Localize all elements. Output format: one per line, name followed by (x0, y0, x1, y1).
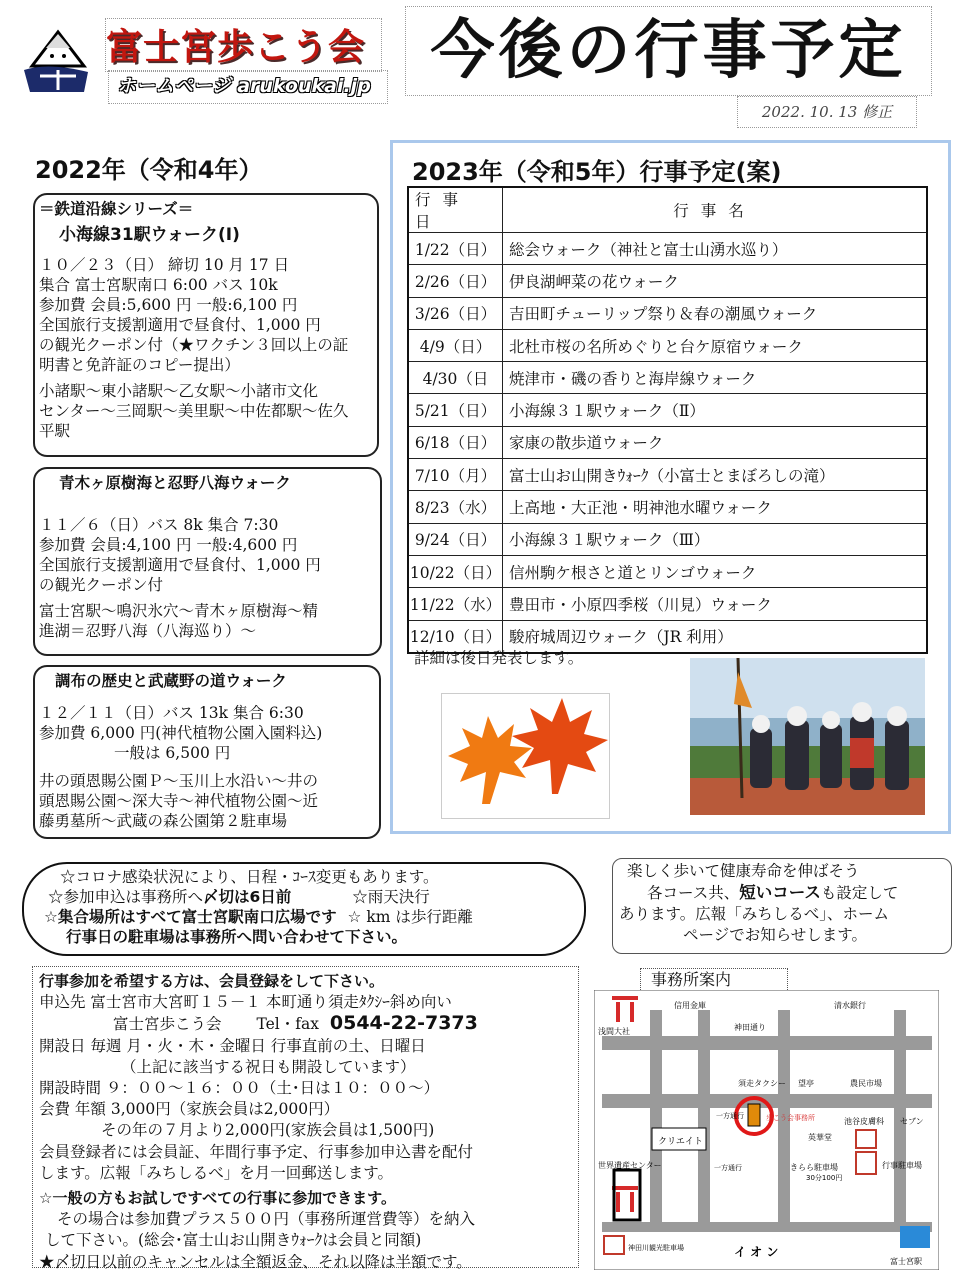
map-label-kirara-fee: 30分100円 (806, 1174, 843, 1182)
event-1-note: 明書と免許証のコピー提出） (39, 356, 240, 374)
map-label-taxi: 須走タクシー (738, 1079, 786, 1088)
event-date: 2/26（日） (408, 265, 503, 297)
map-label-seven: セブン (900, 1117, 924, 1126)
event-date: 8/23（水） (408, 491, 503, 523)
event-2-note: 全国旅行支援割適用で昼食付、1,000 円 (39, 556, 321, 574)
column-header-name: 行事名 (503, 187, 928, 233)
notice-parking: 行事日の駐車場は事務所へ問い合わせて下さい。 (66, 928, 408, 946)
column-header-date: 行事日 (408, 187, 503, 233)
event-2-date: １１／６（日）バス 8k 集合 7:30 (39, 516, 279, 534)
event-date: 7/10（月） (408, 459, 503, 491)
map-label-kirara: きらら駐車場 (790, 1163, 838, 1172)
logo-mark (18, 26, 98, 96)
notice-deadline: 〆切は6日前 (203, 888, 292, 906)
event-1-fee: 参加費 会員:5,600 円 一般:6,100 円 (39, 296, 298, 314)
table-row (408, 588, 927, 620)
table-row (408, 297, 927, 329)
event-name: 伊良湖岬菜の花ウォーク (503, 265, 928, 297)
event-1-note: の観光クーポン付（★ワクチン３回以上の証 (39, 336, 349, 354)
event-2-title: 青木ヶ原樹海と忍野八海ウォーク (59, 474, 291, 492)
table-row (408, 394, 927, 426)
membership-box (32, 966, 579, 1271)
event-name: 駿府城周辺ウォーク（JR 利用） (503, 620, 928, 653)
map-label-aeon: イ オ ン (734, 1245, 779, 1259)
maple-leaves-image (441, 693, 610, 819)
map-label-boutei: 望亭 (798, 1079, 814, 1088)
membership-days: 開設日 毎週 月・火・木・金曜日 行事直前の土、日曜日 (39, 1036, 426, 1055)
event-name: 豊田市・小原四季桜（川見）ウォーク (503, 588, 928, 620)
notice-line: ☆コロナ感染状況により、日程・ｺｰｽ変更もあります。 (60, 868, 439, 886)
event-date: 12/10（日） (408, 620, 503, 653)
event-name: 上高地・大正池・明神池水曜ウォーク (503, 491, 928, 523)
membership-hours: 開設時間 ９：００～１６：００（土･日は１０：００～） (39, 1079, 440, 1098)
event-name: 小海線３１駅ウォーク（Ⅲ） (503, 523, 928, 555)
table-row (408, 362, 927, 394)
map-label-shinyo: 信用金庫 (674, 1001, 706, 1010)
notice-apply: ☆参加申込は事務所へ (48, 888, 204, 906)
revision-date: 2022. 10. 13 修正 (737, 96, 917, 128)
event-name: 焼津市・磯の香りと海岸線ウォーク (503, 362, 928, 394)
event-1-route: センター～三岡駅～美里駅～中佐都駅～佐久 (39, 402, 349, 420)
map-label-event-parking: 行事駐車場 (882, 1161, 922, 1170)
membership-benefits: します。広報「みちしるべ」を月一回郵送します。 (39, 1163, 394, 1182)
table-row (408, 265, 927, 297)
event-1-route: 小諸駅～東小諸駅～乙女駅～小諸市文化 (39, 382, 319, 400)
event-card-2 (33, 467, 382, 656)
map-label-kanda: 神田通り (734, 1023, 766, 1032)
table-row (408, 233, 927, 265)
year-2022-heading: 2022年（令和4年） (35, 156, 263, 184)
event-date: 3/26（日） (408, 297, 503, 329)
map-label-heritage-center: 世界遺産センター (598, 1161, 662, 1170)
fuji-logo-icon (18, 26, 98, 96)
phone-number[interactable]: 0544-22-7373 (329, 1012, 478, 1035)
trial-text: その場合は参加費プラス５００円（事務所運営費等）を納入 (57, 1210, 476, 1229)
health-line: 各コース共、 (647, 884, 740, 902)
notice-oval (22, 862, 586, 956)
event-1-meet: 集合 富士宮駅南口 6:00 バス 10k (39, 276, 278, 294)
event-1-route: 平駅 (39, 422, 71, 440)
event-card-3 (33, 665, 381, 839)
office-map (594, 990, 939, 1270)
map-label-kanda-parking: 神田川観光駐車場 (628, 1244, 684, 1252)
health-line: も設定して (820, 884, 899, 902)
cancel-policy: ★〆切日以前のキャンセルは全額返金、それ以降は半額です。 (39, 1252, 472, 1271)
event-3-route: 頭恩賜公園～深大寺～神代植物公園～近 (39, 792, 319, 810)
membership-days: （上記に該当する祝日も開設しています） (121, 1057, 416, 1076)
org-name: 富士宮歩こう会 (105, 18, 382, 72)
event-name: 総会ウォーク（神社と富士山湧水巡り） (503, 233, 928, 265)
event-3-date: １２／１１（日）バス 13k 集合 6:30 (39, 704, 304, 722)
table-row (408, 329, 927, 361)
event-date: 4/30（日 (408, 362, 503, 394)
event-3-route: 井の頭恩賜公園Ｐ～玉川上水沿い～井の (39, 772, 319, 790)
trial-heading: ☆一般の方もお試しですべての行事に参加できます。 (39, 1189, 396, 1208)
event-name: 家康の散歩道ウォーク (503, 426, 928, 458)
event-date: 4/9（日） (408, 329, 503, 361)
membership-apply: 申込先 富士宮市大宮町１５－１ 本町通り須走ﾀｸｼｰ斜め向い (39, 993, 452, 1012)
membership-benefits: 会員登録者には会員証、年間行事予定、行事参加申込書を配付 (39, 1142, 474, 1161)
event-3-route: 藤勇墓所～武蔵の森公園第２駐車場 (39, 812, 288, 830)
event-date: 11/22（水） (408, 588, 503, 620)
event-1-date: １０／２３（日） 締切 10 月 17 日 (39, 256, 290, 274)
station-icon (900, 1226, 930, 1248)
notice-rain: ☆雨天決行 (352, 888, 430, 906)
event-1-title: 小海線31駅ウォーク(Ⅰ) (59, 225, 240, 245)
event-name: 北杜市桜の名所めぐりと台ケ原宿ウォーク (503, 329, 928, 361)
event-name: 富士山お山開きｳｫｰｸ（小富士とまぼろしの滝） (503, 459, 928, 491)
trial-text: して下さい。(総会･富士山お山開きｳｫｰｸは会員と同額) (45, 1231, 422, 1250)
membership-office: 富士宮歩こう会 (113, 1015, 222, 1034)
map-label-create: クリエイト (658, 1137, 703, 1147)
event-3-fee: 参加費 6,000 円(神代植物公園入園料込) (39, 724, 323, 742)
notice-meeting-place: ☆集合場所はすべて富士宮駅南口広場です (44, 908, 337, 926)
series-label: ＝鉄道沿線シリーズ＝ (39, 200, 194, 218)
event-date: 10/22（日） (408, 555, 503, 587)
event-date: 6/18（日） (408, 426, 503, 458)
map-label-shimizu: 清水銀行 (834, 1001, 866, 1010)
table-row (408, 555, 927, 587)
map-label-station: 富士宮駅 (890, 1257, 922, 1266)
membership-fee: 会費 年額 3,000円（家族会員は2,000円） (39, 1100, 340, 1119)
hiking-group-photo (690, 658, 925, 815)
event-2-fee: 参加費 会員:4,100 円 一般:4,600 円 (39, 536, 298, 554)
health-line: 楽しく歩いて健康寿命を伸ばそう (627, 862, 860, 880)
schedule-footnote: 詳細は後日発表します。 (414, 649, 584, 667)
map-label-asama: 浅間大社 (598, 1027, 630, 1036)
table-row (408, 459, 927, 491)
schedule-table (407, 186, 928, 654)
office-map-title: 事務所案内 (640, 968, 788, 992)
notice-km: ☆ km は歩行距離 (347, 908, 473, 926)
event-1-note: 全国旅行支援割適用で昼食付、1,000 円 (39, 316, 321, 334)
membership-heading: 行事参加を希望する方は、会員登録をして下さい。 (39, 972, 385, 990)
health-line: あります。広報「みちしるべ」、ホーム (619, 905, 890, 923)
map-label-market: 農民市場 (850, 1079, 882, 1088)
event-date: 9/24（日） (408, 523, 503, 555)
year-2023-heading: 2023年（令和5年）行事予定(案) (412, 158, 782, 186)
short-course-label: 短いコース (739, 883, 821, 902)
event-3-fee-general: 一般は 6,500 円 (114, 744, 231, 762)
map-label-office: 歩こう会事務所 (766, 1114, 815, 1122)
map-label-eikado: 英華堂 (808, 1133, 832, 1142)
membership-fee: その年の７月より2,000円(家族会員は1,500円) (101, 1121, 435, 1140)
table-row (408, 426, 927, 458)
event-3-title: 調布の歴史と武蔵野の道ウォーク (55, 672, 287, 690)
map-label-dermatology: 池谷皮膚科 (844, 1117, 884, 1126)
homepage-banner[interactable]: ホームページ arukoukai.jp (108, 70, 388, 104)
table-row (408, 491, 927, 523)
event-2-note: の観光クーポン付 (39, 576, 164, 594)
table-row (408, 523, 927, 555)
map-label-oneway: 一方通行 (716, 1112, 744, 1120)
health-notice-box (612, 858, 952, 954)
event-date: 5/21（日） (408, 394, 503, 426)
event-card-1 (33, 193, 379, 457)
tel-label: Tel・fax (256, 1015, 319, 1034)
table-header-row (408, 187, 927, 233)
map-label-oneway: 一方通行 (714, 1164, 742, 1172)
event-name: 小海線３１駅ウォーク（Ⅱ） (503, 394, 928, 426)
event-name: 吉田町チューリップ祭り＆春の潮風ウォーク (503, 297, 928, 329)
event-2-route: 進湖＝忍野八海（八海巡り）～ (39, 622, 257, 640)
event-name: 信州駒ケ根さと道とリンゴウォーク (503, 555, 928, 587)
event-2-route: 富士宮駅～鳴沢氷穴～青木ヶ原樹海～精 (39, 602, 319, 620)
health-line: ページでお知らせします。 (683, 926, 867, 944)
event-date: 1/22（日） (408, 233, 503, 265)
page-title: 今後の行事予定 (405, 6, 932, 96)
